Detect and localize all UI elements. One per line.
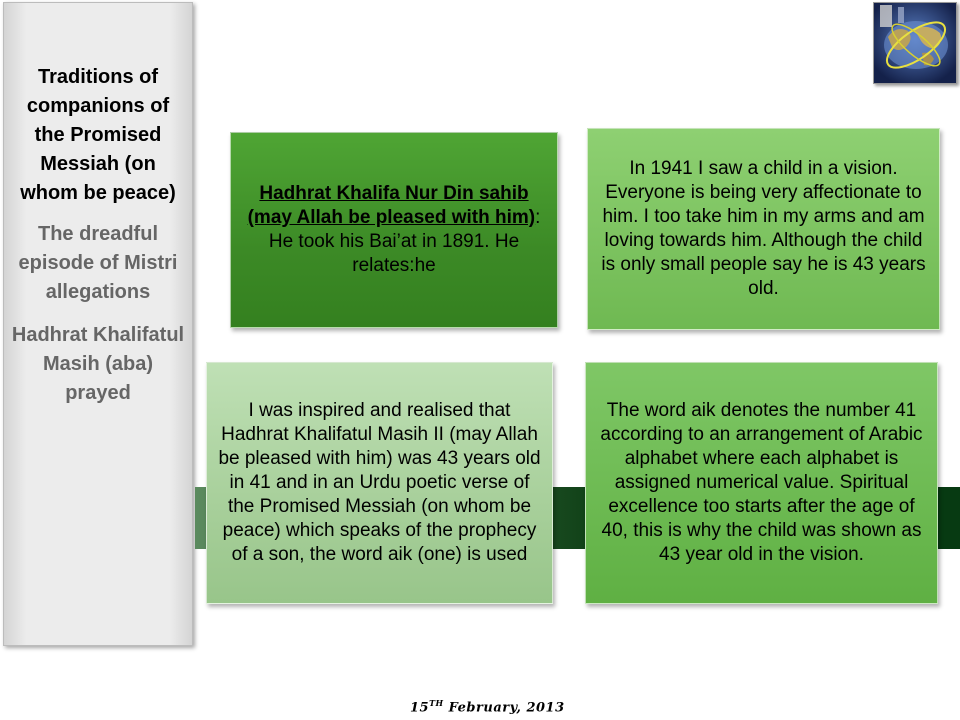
narrator-name-link[interactable]: Hadhrat Khalifa Nur Din sahib (may Allah be pleased with him)	[247, 183, 536, 228]
box-meaning-text: The word aik denotes the number 41 according to an arrangement of Arabic alphabet where each alphabet is assigned numerical value. Spiritual excellence too starts after the age of 40, this is why the child was shown as 43 year old in the vision.	[600, 400, 923, 565]
box-narrator-text	[243, 182, 545, 278]
sidebar-content	[10, 63, 186, 408]
smartart-box-narrator	[230, 132, 558, 328]
sidebar-subtitle-prayed: Hadhrat Khalifatul Masih (aba) prayed	[11, 324, 185, 404]
footer-date	[410, 698, 565, 715]
sidebar-subtitle-mistri: The dreadful episode of Mistri allegations	[18, 223, 178, 303]
narrator-intro-text: : He took his Bai’at in 1891. He relates:he	[268, 207, 541, 276]
globe-logo	[873, 2, 957, 84]
box-vision-text: In 1941 I saw a child in a vision. Everyone is being very affectionate to him. I too take him in my arms and am loving towards him. Although the child is only small people say he is 43 years old.	[601, 158, 926, 299]
sidebar-panel	[3, 2, 193, 646]
footer-day: 15	[410, 700, 430, 716]
smartart-box-inspiration	[206, 362, 553, 604]
footer-day-suffix: TH	[429, 698, 444, 708]
footer-month-year: February, 2013	[443, 700, 565, 716]
smartart-box-meaning	[585, 362, 938, 604]
box-inspiration-text: I was inspired and realised that Hadhrat Khalifatul Masih II (may Allah be pleased with him) was 43 years old in 41 and in an Urdu poetic verse of the Promised Messiah (on whom be peace) which speaks of the prophecy of a son, the word aik (one) is used	[218, 400, 541, 565]
sidebar-title: Traditions of companions of the Promised Messiah (on whom be peace)	[20, 66, 176, 204]
smartart-box-vision	[587, 128, 940, 330]
globe-icon	[874, 3, 956, 83]
